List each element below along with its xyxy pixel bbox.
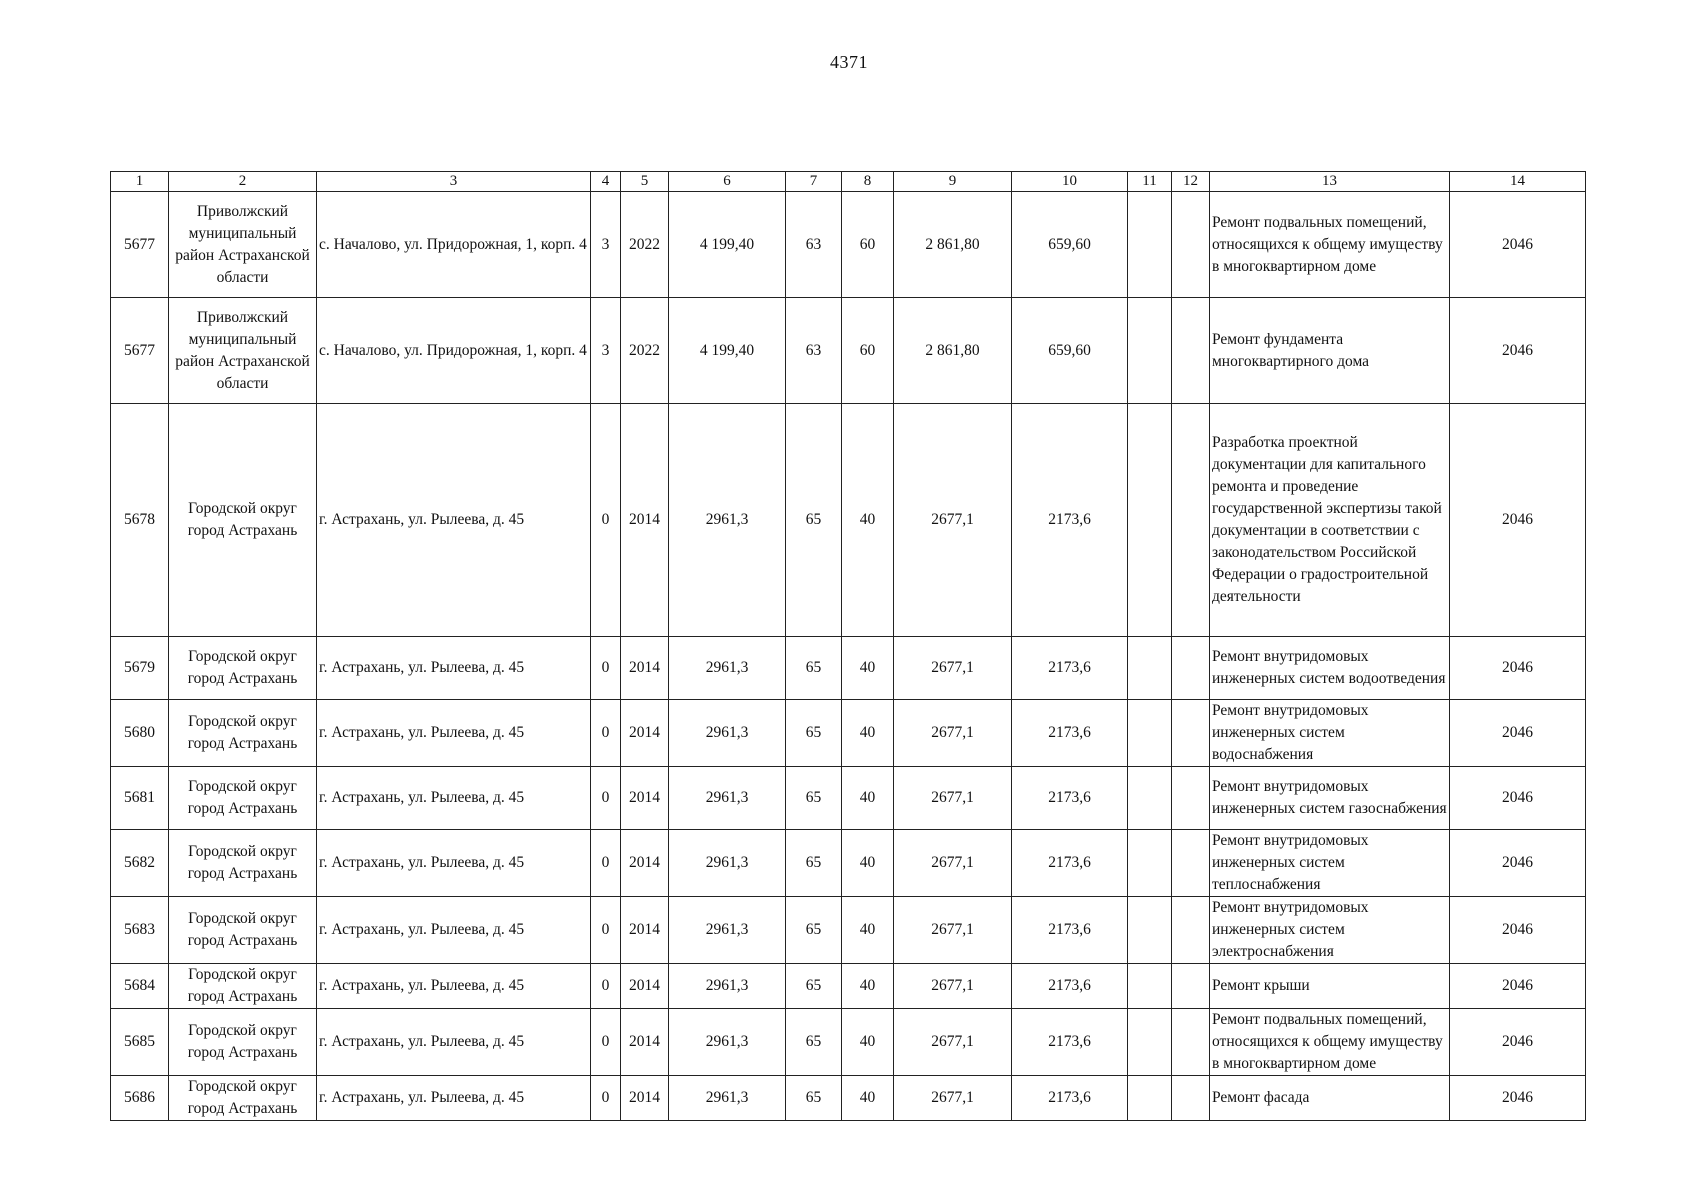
cell-col-7: 65 [786, 637, 842, 700]
cell-work-type: Ремонт фасада [1210, 1076, 1450, 1121]
cell-col-11 [1128, 964, 1172, 1009]
cell-municipality: Городской округ город Астрахань [169, 637, 317, 700]
cell-address: г. Астрахань, ул. Рылеева, д. 45 [317, 897, 591, 964]
cell-year: 2046 [1450, 298, 1586, 404]
cell-col-8: 40 [842, 830, 894, 897]
cell-col-10: 659,60 [1012, 192, 1128, 298]
cell-col-5: 2014 [621, 637, 669, 700]
cell-col-10: 2173,6 [1012, 700, 1128, 767]
cell-year: 2046 [1450, 830, 1586, 897]
cell-row-number: 5680 [111, 700, 169, 767]
cell-col-6: 4 199,40 [669, 192, 786, 298]
cell-col-9: 2677,1 [894, 404, 1012, 637]
cell-col-7: 65 [786, 964, 842, 1009]
cell-col-10: 2173,6 [1012, 1076, 1128, 1121]
cell-col-11 [1128, 1076, 1172, 1121]
cell-col-12 [1172, 637, 1210, 700]
cell-col-6: 2961,3 [669, 700, 786, 767]
page-number: 4371 [830, 52, 868, 72]
cell-col-5: 2022 [621, 192, 669, 298]
cell-municipality: Городской округ город Астрахань [169, 964, 317, 1009]
cell-address: г. Астрахань, ул. Рылеева, д. 45 [317, 700, 591, 767]
cell-col-9: 2677,1 [894, 1076, 1012, 1121]
cell-work-type: Ремонт подвальных помещений, относящихся к общему имуществу в многоквартирном доме [1210, 1009, 1450, 1076]
cell-col-7: 65 [786, 897, 842, 964]
cell-col-12 [1172, 1009, 1210, 1076]
cell-col-9: 2 861,80 [894, 298, 1012, 404]
cell-col-5: 2014 [621, 700, 669, 767]
cell-col-6: 2961,3 [669, 897, 786, 964]
cell-col-8: 40 [842, 700, 894, 767]
cell-col-4: 0 [591, 830, 621, 897]
column-header: 8 [842, 172, 894, 192]
cell-col-12 [1172, 897, 1210, 964]
column-header: 13 [1210, 172, 1450, 192]
table-row [111, 404, 1586, 637]
cell-col-6: 2961,3 [669, 830, 786, 897]
cell-col-12 [1172, 192, 1210, 298]
cell-col-4: 0 [591, 1076, 621, 1121]
cell-col-10: 659,60 [1012, 298, 1128, 404]
cell-col-4: 0 [591, 700, 621, 767]
cell-col-10: 2173,6 [1012, 897, 1128, 964]
cell-col-10: 2173,6 [1012, 767, 1128, 830]
cell-municipality: Городской округ город Астрахань [169, 1076, 317, 1121]
cell-col-6: 2961,3 [669, 767, 786, 830]
cell-address: г. Астрахань, ул. Рылеева, д. 45 [317, 830, 591, 897]
cell-work-type: Ремонт внутридомовых инженерных систем водоотведения [1210, 637, 1450, 700]
cell-work-type: Ремонт внутридомовых инженерных систем электроснабжения [1210, 897, 1450, 964]
cell-address: с. Началово, ул. Придорожная, 1, корп. 4 [317, 192, 591, 298]
cell-col-7: 65 [786, 404, 842, 637]
cell-col-4: 0 [591, 767, 621, 830]
cell-col-9: 2677,1 [894, 830, 1012, 897]
cell-work-type: Ремонт подвальных помещений, относящихся к общему имуществу в многоквартирном доме [1210, 192, 1450, 298]
cell-col-4: 3 [591, 298, 621, 404]
registry-table [110, 171, 1586, 1121]
cell-col-9: 2 861,80 [894, 192, 1012, 298]
cell-col-4: 0 [591, 404, 621, 637]
cell-col-5: 2014 [621, 767, 669, 830]
cell-col-8: 40 [842, 897, 894, 964]
cell-col-11 [1128, 637, 1172, 700]
cell-municipality: Приволжский муниципальный район Астраханской области [169, 192, 317, 298]
table-row [111, 767, 1586, 830]
table-body [111, 192, 1586, 1121]
cell-year: 2046 [1450, 700, 1586, 767]
cell-col-5: 2014 [621, 830, 669, 897]
cell-address: г. Астрахань, ул. Рылеева, д. 45 [317, 1009, 591, 1076]
cell-col-8: 60 [842, 192, 894, 298]
cell-col-8: 40 [842, 1076, 894, 1121]
table-row [111, 964, 1586, 1009]
cell-col-6: 2961,3 [669, 404, 786, 637]
cell-col-5: 2014 [621, 404, 669, 637]
cell-col-6: 2961,3 [669, 1009, 786, 1076]
cell-col-5: 2014 [621, 964, 669, 1009]
cell-col-9: 2677,1 [894, 700, 1012, 767]
cell-row-number: 5681 [111, 767, 169, 830]
cell-municipality: Городской округ город Астрахань [169, 700, 317, 767]
cell-col-4: 0 [591, 897, 621, 964]
cell-work-type: Ремонт фундамента многоквартирного дома [1210, 298, 1450, 404]
column-header: 6 [669, 172, 786, 192]
cell-col-9: 2677,1 [894, 767, 1012, 830]
cell-year: 2046 [1450, 404, 1586, 637]
cell-col-6: 2961,3 [669, 637, 786, 700]
cell-municipality: Приволжский муниципальный район Астраханской области [169, 298, 317, 404]
cell-col-11 [1128, 1009, 1172, 1076]
cell-col-4: 3 [591, 192, 621, 298]
cell-col-11 [1128, 404, 1172, 637]
cell-col-4: 0 [591, 637, 621, 700]
cell-work-type: Ремонт крыши [1210, 964, 1450, 1009]
column-header: 7 [786, 172, 842, 192]
cell-col-8: 40 [842, 767, 894, 830]
cell-row-number: 5682 [111, 830, 169, 897]
cell-col-7: 65 [786, 1076, 842, 1121]
cell-col-10: 2173,6 [1012, 964, 1128, 1009]
column-header: 4 [591, 172, 621, 192]
cell-col-11 [1128, 897, 1172, 964]
cell-work-type: Разработка проектной документации для капитального ремонта и проведение государственной экспертизы такой документации в соответствии с законодательством Российской Федерации о градостроительной деятельности [1210, 404, 1450, 637]
cell-work-type: Ремонт внутридомовых инженерных систем газоснабжения [1210, 767, 1450, 830]
cell-col-9: 2677,1 [894, 964, 1012, 1009]
cell-row-number: 5686 [111, 1076, 169, 1121]
cell-row-number: 5685 [111, 1009, 169, 1076]
cell-row-number: 5678 [111, 404, 169, 637]
cell-col-5: 2022 [621, 298, 669, 404]
cell-col-7: 65 [786, 767, 842, 830]
cell-address: г. Астрахань, ул. Рылеева, д. 45 [317, 637, 591, 700]
cell-address: г. Астрахань, ул. Рылеева, д. 45 [317, 1076, 591, 1121]
cell-col-11 [1128, 192, 1172, 298]
cell-col-7: 65 [786, 830, 842, 897]
table-row [111, 700, 1586, 767]
cell-col-6: 2961,3 [669, 964, 786, 1009]
cell-col-4: 0 [591, 964, 621, 1009]
cell-municipality: Городской округ город Астрахань [169, 1009, 317, 1076]
cell-col-12 [1172, 404, 1210, 637]
cell-row-number: 5677 [111, 192, 169, 298]
table-row [111, 192, 1586, 298]
cell-col-5: 2014 [621, 1009, 669, 1076]
cell-year: 2046 [1450, 192, 1586, 298]
cell-col-5: 2014 [621, 897, 669, 964]
table-row [111, 298, 1586, 404]
cell-col-11 [1128, 298, 1172, 404]
cell-col-12 [1172, 830, 1210, 897]
column-number-row [111, 172, 1586, 192]
cell-row-number: 5683 [111, 897, 169, 964]
column-header: 2 [169, 172, 317, 192]
cell-address: г. Астрахань, ул. Рылеева, д. 45 [317, 767, 591, 830]
cell-col-11 [1128, 700, 1172, 767]
cell-col-7: 65 [786, 1009, 842, 1076]
cell-col-6: 2961,3 [669, 1076, 786, 1121]
cell-address: г. Астрахань, ул. Рылеева, д. 45 [317, 964, 591, 1009]
cell-col-9: 2677,1 [894, 897, 1012, 964]
cell-year: 2046 [1450, 1076, 1586, 1121]
cell-col-9: 2677,1 [894, 637, 1012, 700]
cell-col-8: 40 [842, 964, 894, 1009]
cell-col-8: 40 [842, 637, 894, 700]
cell-col-8: 60 [842, 298, 894, 404]
cell-col-5: 2014 [621, 1076, 669, 1121]
cell-col-7: 65 [786, 700, 842, 767]
cell-col-12 [1172, 700, 1210, 767]
cell-municipality: Городской округ город Астрахань [169, 830, 317, 897]
cell-col-12 [1172, 964, 1210, 1009]
column-header: 12 [1172, 172, 1210, 192]
cell-row-number: 5677 [111, 298, 169, 404]
cell-col-10: 2173,6 [1012, 1009, 1128, 1076]
column-header: 10 [1012, 172, 1128, 192]
table-row [111, 830, 1586, 897]
table-row [111, 897, 1586, 964]
cell-col-12 [1172, 767, 1210, 830]
cell-col-8: 40 [842, 404, 894, 637]
column-header: 5 [621, 172, 669, 192]
cell-row-number: 5684 [111, 964, 169, 1009]
cell-col-11 [1128, 767, 1172, 830]
column-header: 9 [894, 172, 1012, 192]
cell-col-7: 63 [786, 298, 842, 404]
table-row [111, 637, 1586, 700]
cell-col-9: 2677,1 [894, 1009, 1012, 1076]
cell-col-10: 2173,6 [1012, 404, 1128, 637]
cell-year: 2046 [1450, 767, 1586, 830]
cell-municipality: Городской округ город Астрахань [169, 767, 317, 830]
cell-work-type: Ремонт внутридомовых инженерных систем водоснабжения [1210, 700, 1450, 767]
cell-col-12 [1172, 298, 1210, 404]
column-header: 14 [1450, 172, 1586, 192]
cell-address: г. Астрахань, ул. Рылеева, д. 45 [317, 404, 591, 637]
cell-col-10: 2173,6 [1012, 830, 1128, 897]
cell-col-10: 2173,6 [1012, 637, 1128, 700]
cell-col-8: 40 [842, 1009, 894, 1076]
column-header: 1 [111, 172, 169, 192]
cell-municipality: Городской округ город Астрахань [169, 897, 317, 964]
cell-col-12 [1172, 1076, 1210, 1121]
cell-year: 2046 [1450, 637, 1586, 700]
cell-year: 2046 [1450, 897, 1586, 964]
cell-col-6: 4 199,40 [669, 298, 786, 404]
column-header: 11 [1128, 172, 1172, 192]
column-header: 3 [317, 172, 591, 192]
cell-work-type: Ремонт внутридомовых инженерных систем теплоснабжения [1210, 830, 1450, 897]
cell-row-number: 5679 [111, 637, 169, 700]
cell-address: с. Началово, ул. Придорожная, 1, корп. 4 [317, 298, 591, 404]
cell-municipality: Городской округ город Астрахань [169, 404, 317, 637]
table-row [111, 1009, 1586, 1076]
cell-col-4: 0 [591, 1009, 621, 1076]
cell-year: 2046 [1450, 964, 1586, 1009]
cell-col-7: 63 [786, 192, 842, 298]
table-row [111, 1076, 1586, 1121]
cell-col-11 [1128, 830, 1172, 897]
cell-year: 2046 [1450, 1009, 1586, 1076]
